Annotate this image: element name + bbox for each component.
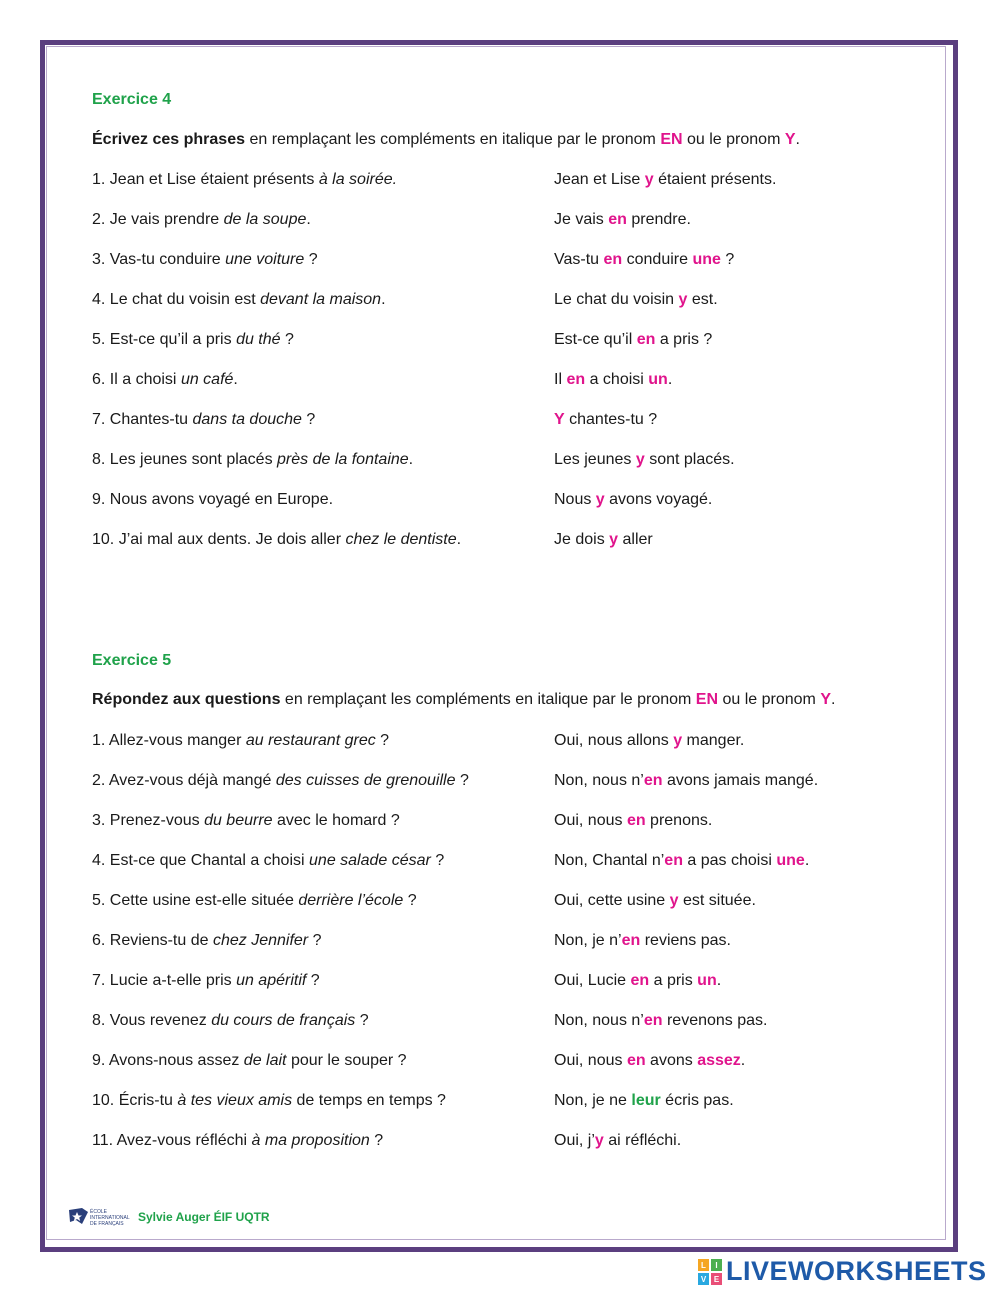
text-segment: Le chat du voisin [554, 291, 679, 308]
text-segment: 6. Il a choisi [92, 371, 181, 388]
footer [68, 1206, 270, 1228]
text-segment: Nous [554, 491, 596, 508]
pronoun-highlight: un [697, 972, 717, 989]
text-segment: revenons pas. [662, 1012, 768, 1029]
text-segment: 11. Avez-vous réfléchi [92, 1132, 252, 1149]
italic-complement: dans ta douche [192, 411, 302, 428]
text-segment: ? [430, 852, 445, 869]
instr-bold: Écrivez ces phrases [92, 131, 245, 148]
pronoun-highlight: en [626, 812, 646, 829]
text-segment: Oui, nous [554, 812, 627, 829]
text-segment: 4. Est-ce que Chantal a choisi [92, 852, 310, 869]
text-segment: avons jamais mangé. [662, 772, 819, 789]
answer-line [554, 772, 818, 790]
text-segment: 1. Jean et Lise étaient présents [92, 171, 319, 188]
answer-line [554, 411, 657, 429]
svg-text:I: I [715, 1260, 718, 1270]
pronoun-highlight: en [626, 1052, 646, 1069]
pronoun-highlight: en [608, 211, 627, 228]
text-segment: ? [720, 251, 735, 268]
instr-bold: Répondez aux questions [92, 691, 281, 708]
instr-end: . [830, 691, 836, 708]
question-line [92, 1052, 407, 1070]
text-segment: avec le homard ? [272, 812, 400, 829]
text-segment: Non, Chantal n’ [554, 852, 665, 869]
pronoun-highlight: y [678, 291, 688, 308]
italic-complement: du beurre [204, 812, 273, 829]
answer-line [554, 251, 734, 269]
text-segment: . [716, 972, 722, 989]
answer-line [554, 892, 756, 910]
brand-name: LIVEWORKSHEETS [726, 1256, 987, 1286]
text-segment: Non, je n’ [554, 932, 622, 949]
instr-mid: en remplaçant les compléments en italique par le pronom [245, 131, 661, 148]
text-segment: de temps en temps ? [292, 1092, 446, 1109]
italic-complement: derrière l’école [298, 892, 404, 909]
text-segment: ? [375, 732, 390, 749]
italic-complement: à tes vieux amis [177, 1092, 293, 1109]
text-segment: 1. Allez-vous manger [92, 732, 246, 749]
answer-line [554, 491, 712, 509]
text-segment: 8. Les jeunes sont placés [92, 451, 278, 468]
instr-mid: en remplaçant les compléments en italique par le pronom [280, 691, 696, 708]
text-segment: 9. Avons-nous assez [92, 1052, 244, 1069]
text-segment: 3. Vas-tu conduire [92, 251, 226, 268]
italic-complement: une salade césar [309, 852, 431, 869]
italic-complement: de la soupe [223, 211, 307, 228]
answer-line [554, 1052, 745, 1070]
answer-line [554, 812, 712, 830]
svg-text:DE FRANÇAIS: DE FRANÇAIS [90, 1221, 124, 1227]
exercise-4-instructions [92, 131, 800, 149]
italic-complement: chez Jennifer [212, 932, 309, 949]
text-segment: . [306, 211, 311, 228]
answer-line [554, 291, 718, 309]
text-segment: . [408, 451, 414, 468]
answer-line [554, 1092, 734, 1110]
text-segment: ? [369, 1132, 384, 1149]
text-segment: Non, nous n’ [554, 772, 644, 789]
instr-en: EN [660, 131, 683, 148]
text-segment: ? [301, 411, 316, 428]
pronoun-highlight: Y [554, 411, 565, 428]
svg-text:V: V [700, 1274, 707, 1284]
text-segment: . [667, 371, 673, 388]
text-segment: 2. Je vais prendre [92, 211, 224, 228]
pronoun-highlight: en [636, 331, 656, 348]
text-segment: 7. Chantes-tu [92, 411, 193, 428]
pronoun-highlight: en [664, 852, 683, 869]
answer-line [554, 1132, 681, 1150]
text-segment: reviens pas. [640, 932, 731, 949]
question-line [92, 1012, 369, 1030]
italic-complement: du thé [236, 331, 281, 348]
text-segment: Vas-tu [554, 251, 604, 268]
text-segment: Oui, nous [554, 1052, 627, 1069]
question-line [92, 852, 444, 870]
text-segment: ? [455, 772, 469, 789]
text-segment: pour le souper ? [286, 1052, 407, 1069]
footer-credit: Sylvie Auger ÉIF UQTR [138, 1210, 270, 1224]
italic-complement: des cuisses de grenouille [275, 772, 456, 789]
text-segment: 8. Vous revenez [92, 1012, 212, 1029]
answer-line [554, 451, 735, 469]
question-line [92, 451, 413, 469]
brand-badge-icon [698, 1259, 722, 1285]
text-segment: écris pas. [660, 1092, 734, 1109]
instr-en: EN [695, 691, 719, 708]
text-segment: ? [355, 1012, 369, 1029]
answer-line [554, 852, 809, 870]
school-logo [68, 1206, 130, 1228]
text-segment: 6. Reviens-tu de [92, 932, 213, 949]
pronoun-highlight-green: leur [631, 1092, 661, 1109]
text-segment: 5. Est-ce qu’il a pris [92, 331, 237, 348]
text-segment: ? [403, 892, 417, 909]
text-segment: a choisi [585, 371, 649, 388]
pronoun-highlight: une [692, 251, 721, 268]
text-segment: Je vais [554, 211, 609, 228]
text-segment: Est-ce qu’il [554, 331, 637, 348]
question-line [92, 772, 469, 790]
exercise-5-title: Exercice 5 [92, 652, 172, 669]
text-segment: conduire [622, 251, 693, 268]
liveworksheets-brand[interactable] [698, 1256, 987, 1287]
text-segment: Oui, Lucie [554, 972, 631, 989]
text-segment: aller [618, 531, 653, 548]
text-segment: avons voyagé. [604, 491, 713, 508]
svg-text:L: L [701, 1260, 706, 1270]
text-segment: chantes-tu ? [564, 411, 658, 428]
pronoun-highlight: y [635, 451, 645, 468]
text-segment: Jean et Lise [554, 171, 645, 188]
logo-text: ÉCOLE [90, 1209, 107, 1215]
question-line [92, 171, 397, 189]
pronoun-highlight: y [595, 491, 605, 508]
text-segment: . [381, 291, 386, 308]
instr-end: . [795, 131, 800, 148]
text-segment: 10. Écris-tu [92, 1092, 178, 1109]
text-segment: avons [645, 1052, 698, 1069]
pronoun-highlight: une [776, 852, 805, 869]
text-segment: ? [308, 932, 322, 949]
question-line [92, 892, 417, 910]
text-segment: Non, je ne [554, 1092, 632, 1109]
italic-complement: à ma proposition [251, 1132, 370, 1149]
instr-y: Y [784, 131, 796, 148]
pronoun-highlight: y [609, 531, 619, 548]
question-line [92, 932, 321, 950]
italic-complement: chez le dentiste [345, 531, 457, 548]
italic-complement: un café [180, 371, 234, 388]
pronoun-highlight: en [566, 371, 586, 388]
text-segment: ? [306, 972, 320, 989]
text-segment: a pas choisi [682, 852, 777, 869]
italic-complement: un apéritif [236, 972, 307, 989]
text-segment: . [456, 531, 462, 548]
text-segment: 7. Lucie a-t-elle pris [92, 972, 237, 989]
text-segment: 2. Avez-vous déjà mangé [92, 772, 276, 789]
italic-complement: de lait [243, 1052, 287, 1069]
text-segment: ? [304, 251, 318, 268]
svg-text:INTERNATIONALE: INTERNATIONALE [90, 1215, 130, 1221]
question-line [92, 251, 318, 269]
text-segment: a pris [649, 972, 698, 989]
answer-line [554, 932, 731, 950]
pronoun-highlight: y [594, 1132, 604, 1149]
pronoun-highlight: en [643, 1012, 663, 1029]
question-line [92, 1132, 383, 1150]
answer-line [554, 331, 712, 349]
text-segment: Non, nous n’ [554, 1012, 644, 1029]
question-line [92, 211, 311, 229]
pronoun-highlight: assez [697, 1052, 741, 1069]
text-segment: 10. J’ai mal aux dents. Je dois aller [92, 531, 346, 548]
text-segment: est. [687, 291, 718, 308]
pronoun-highlight: en [621, 932, 641, 949]
italic-complement: devant la maison [260, 291, 382, 308]
text-segment: prendre. [626, 211, 691, 228]
pronoun-highlight: y [673, 732, 683, 749]
italic-complement: une voiture [225, 251, 305, 268]
answer-line [554, 211, 691, 229]
text-segment: 9. Nous avons voyagé en Europe. [92, 491, 334, 508]
text-segment: Oui, j’ [554, 1132, 595, 1149]
text-segment: . [233, 371, 238, 388]
text-segment: Les jeunes [554, 451, 636, 468]
instr-or: ou le pronom [682, 131, 785, 148]
answer-line [554, 171, 776, 189]
pronoun-highlight: en [630, 972, 650, 989]
text-segment: Je dois [554, 531, 610, 548]
question-line [92, 291, 386, 309]
question-line [92, 972, 320, 990]
exercise-4-title: Exercice 4 [92, 91, 172, 108]
text-segment: sont placés. [644, 451, 735, 468]
question-line [92, 411, 315, 429]
exercise-5-instructions [92, 691, 835, 709]
text-segment: manger. [682, 732, 745, 749]
answer-line [554, 531, 653, 549]
italic-complement: au restaurant grec [245, 732, 376, 749]
instr-y: Y [820, 691, 831, 708]
pronoun-highlight: en [603, 251, 623, 268]
text-segment: ? [280, 331, 294, 348]
answer-line [554, 732, 744, 750]
text-segment: 5. Cette usine est-elle située [92, 892, 299, 909]
text-segment: Oui, nous allons [554, 732, 674, 749]
text-segment: . [740, 1052, 746, 1069]
answer-line [554, 371, 672, 389]
pronoun-highlight: un [648, 371, 668, 388]
text-segment: 3. Prenez-vous [92, 812, 205, 829]
question-line [92, 812, 400, 830]
instr-or: ou le pronom [718, 691, 821, 708]
answer-line [554, 1012, 767, 1030]
question-line [92, 371, 238, 389]
italic-complement: à la soirée. [318, 171, 398, 188]
question-line [92, 491, 333, 509]
text-segment: 4. Le chat du voisin est [92, 291, 261, 308]
question-line [92, 1092, 446, 1110]
text-segment: Oui, cette usine [554, 892, 670, 909]
pronoun-highlight: y [644, 171, 654, 188]
text-segment: ai réfléchi. [603, 1132, 682, 1149]
question-line [92, 732, 389, 750]
text-segment: a pris ? [655, 331, 713, 348]
text-segment: est située. [678, 892, 756, 909]
text-segment: étaient présents. [653, 171, 777, 188]
italic-complement: près de la fontaine [277, 451, 409, 468]
answer-line [554, 972, 721, 990]
text-segment: prenons. [645, 812, 713, 829]
text-segment: . [804, 852, 810, 869]
question-line [92, 331, 294, 349]
pronoun-highlight: y [669, 892, 679, 909]
pronoun-highlight: en [643, 772, 663, 789]
text-segment: Il [554, 371, 567, 388]
question-line [92, 531, 461, 549]
italic-complement: du cours de français [211, 1012, 356, 1029]
svg-text:E: E [713, 1274, 720, 1284]
